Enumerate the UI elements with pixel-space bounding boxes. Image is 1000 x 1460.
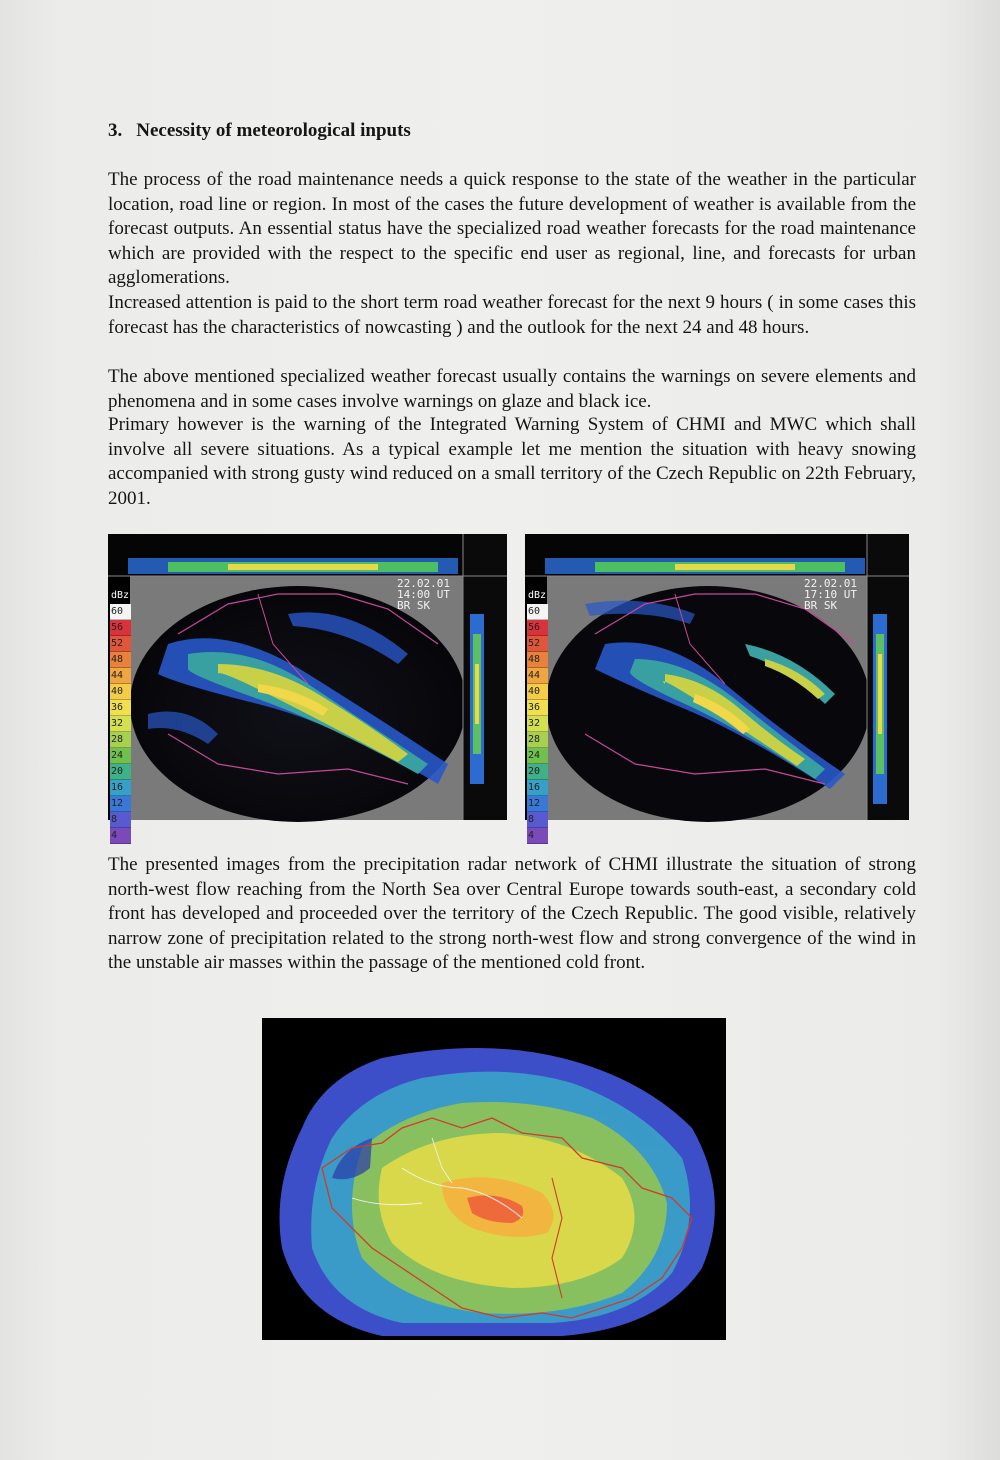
paragraph-radar-description: The presented images from the precipitation radar network of CHMI illustrate the situation of strong north-west flow reaching from the North Sea over Central Europe towards south-east, a secondary cold front has developed and proceeded over the territory of the Czech Republic. The good visible, relatively narrow zone of precipitation related to the strong north-west flow and strong convergence of the wind in the unstable air masses within the passage of the mentioned cold front. [108, 854, 916, 974]
scale-20: 20 [110, 764, 131, 780]
radar-composite-image [262, 1018, 726, 1340]
unit-label: dBz [111, 590, 130, 601]
scale-60: 60 [527, 604, 548, 620]
scale-40: 40 [527, 684, 548, 700]
radar-image-1710 [525, 534, 909, 841]
scale-24: 24 [110, 748, 131, 764]
color-scale [110, 604, 131, 844]
scale-36: 36 [527, 700, 548, 716]
color-scale [527, 604, 548, 844]
scale-28: 28 [527, 732, 548, 748]
scale-48: 48 [527, 652, 548, 668]
scale-60: 60 [110, 604, 131, 620]
scale-24: 24 [527, 748, 548, 764]
scale-12: 12 [527, 796, 548, 812]
paragraph-warnings: The above mentioned specialized weather forecast usually contains the warnings on severe elements and phenomena and in some cases involve warnings on glaze and black ice. [108, 366, 916, 412]
scale-8: 8 [110, 812, 131, 828]
scale-48: 48 [110, 652, 131, 668]
scale-32: 32 [110, 716, 131, 732]
scale-16: 16 [527, 780, 548, 796]
scale-28: 28 [110, 732, 131, 748]
section-number: 3. [108, 120, 123, 141]
scale-56: 56 [527, 620, 548, 636]
radar-date: 22.02.01 [397, 577, 450, 590]
radar-station: BR SK [804, 599, 838, 612]
radar-time: 17:10 UT [804, 588, 857, 601]
unit-label: dBz [528, 590, 547, 601]
scale-52: 52 [110, 636, 131, 652]
scale-4: 4 [527, 828, 548, 844]
scale-16: 16 [110, 780, 131, 796]
scale-8: 8 [527, 812, 548, 828]
scale-56: 56 [110, 620, 131, 636]
paragraph-warning-system: Primary however is the warning of the Integrated Warning System of CHMI and MWC which shall involve all severe situations. As a typical example let me mention the situation with heavy snowing accompanied with strong gusty wind reduced on a small territory of the Czech Republic on 22th February, 2001. [108, 414, 916, 509]
scale-40: 40 [110, 684, 131, 700]
scale-20: 20 [527, 764, 548, 780]
radar-station: BR SK [397, 599, 431, 612]
paragraph-short-term-forecast: Increased attention is paid to the short term road weather forecast for the next 9 hours ( in some cases this forecast has the characteristics of nowcasting ) and the outlook for the next 24 and 48 hours. [108, 292, 916, 338]
scale-4: 4 [110, 828, 131, 844]
radar-image-1400 [108, 534, 507, 841]
scale-52: 52 [527, 636, 548, 652]
paragraph-road-maintenance: The process of the road maintenance needs a quick response to the state of the weather in the particular location, road line or region. In most of the cases the future development of weather is available from the forecast outputs. An essential status have the specialized road weather forecasts for the road maintenance which are provided with the respect to the specific end user as regional, line, and forecasts for urban agglomerations. [108, 169, 916, 289]
section-title: Necessity of meteorological inputs [136, 120, 411, 141]
section-heading [108, 120, 411, 142]
scale-44: 44 [527, 668, 548, 684]
radar-composite-graphic [262, 1018, 726, 1340]
scale-44: 44 [110, 668, 131, 684]
scale-12: 12 [110, 796, 131, 812]
radar-date: 22.02.01 [804, 577, 857, 590]
scale-36: 36 [110, 700, 131, 716]
scale-32: 32 [527, 716, 548, 732]
radar-time: 14:00 UT [397, 588, 450, 601]
